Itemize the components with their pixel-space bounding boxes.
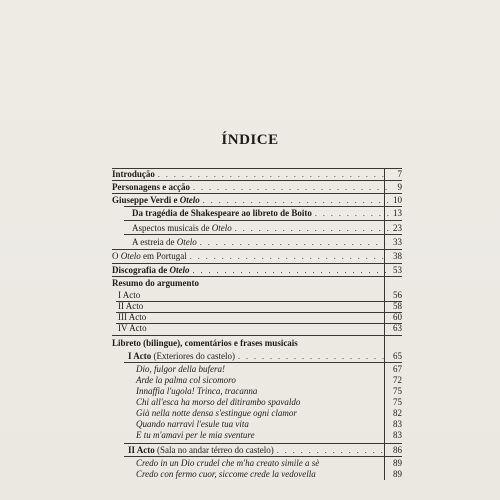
toc-page-number: 65 xyxy=(393,351,402,361)
toc-page-number: 67 xyxy=(393,364,402,374)
divider xyxy=(112,335,402,336)
toc-entry-label: Chi all'esca ha morso del ditirambo spavaldo xyxy=(136,397,301,407)
toc-entry-label: Arde la palma col sicomoro xyxy=(136,375,236,385)
leader-dots xyxy=(203,195,389,206)
toc-entry[interactable] xyxy=(112,181,402,193)
toc-entry-label: O Otelo em Portugal xyxy=(112,251,187,261)
toc-entry-label: Introdução xyxy=(112,169,155,179)
divider xyxy=(112,276,402,277)
toc-entry-label: Da tragédia de Shakespeare ao libreto de Boito xyxy=(132,208,312,218)
toc-entry-label: Credo con fermo cuor, siccome crede la vedovella xyxy=(136,469,316,479)
toc-entry[interactable] xyxy=(118,322,402,334)
toc-page-number: 72 xyxy=(393,375,402,385)
toc-entry[interactable] xyxy=(136,429,402,441)
leader-dots xyxy=(277,445,389,456)
toc-page-number: 60 xyxy=(393,312,402,322)
toc-entry[interactable] xyxy=(128,444,402,456)
toc-entry-label: Giuseppe Verdi e Otelo xyxy=(112,195,200,205)
toc-page-number: 7 xyxy=(397,169,402,179)
section-heading: Libreto (bilingue), comentários e frases musicais xyxy=(112,338,298,348)
toc-page-number: 82 xyxy=(393,408,402,418)
toc-entry-label: Credo in un Dio crudel che m'ha creato simile a sè xyxy=(136,458,320,468)
toc-entry[interactable] xyxy=(132,222,402,234)
toc-page-number: 89 xyxy=(393,458,402,468)
toc-page-number: 53 xyxy=(393,265,402,275)
toc-page-number: 56 xyxy=(393,290,402,300)
toc-page-number: 23 xyxy=(393,223,402,233)
toc-entry-label: II Acto xyxy=(118,301,144,311)
toc-page-number: 75 xyxy=(393,386,402,396)
toc-entry-label: Innaffia l'ugola! Trinca, tracanna xyxy=(136,386,258,396)
toc-page-number: 9 xyxy=(397,182,402,192)
toc-entry-label: Discografia de Otelo xyxy=(112,265,190,275)
toc-entry[interactable] xyxy=(112,264,402,276)
toc-page-number: 13 xyxy=(393,208,402,218)
toc-page-number: 10 xyxy=(393,195,402,205)
page-number-column-rule xyxy=(384,168,385,480)
toc-entry[interactable] xyxy=(132,207,402,219)
toc-page-number: 58 xyxy=(393,301,402,311)
leader-dots xyxy=(315,208,389,219)
toc-entry-label: I Acto xyxy=(118,290,141,300)
leader-dots xyxy=(200,237,389,248)
leader-dots xyxy=(238,351,389,362)
toc-entry-label: Già nella notte densa s'estingue ogni clamor xyxy=(136,408,297,418)
toc-entry-label: Dio, fulgor della bufera! xyxy=(136,364,225,374)
toc-entry-label: I Acto (Exteriores do castelo) xyxy=(128,351,235,361)
toc-entry[interactable] xyxy=(112,250,402,262)
toc-entry-label: E tu m'amavi per le mia sventure xyxy=(136,430,255,440)
toc-entry-label: Aspectos musicais de Otelo xyxy=(132,223,232,233)
leader-dots xyxy=(193,182,389,193)
leader-dots xyxy=(190,251,389,262)
toc-entry[interactable] xyxy=(112,168,402,180)
toc-entry[interactable] xyxy=(128,350,402,362)
leader-dots xyxy=(235,223,389,234)
toc-page-number: 83 xyxy=(393,430,402,440)
toc-page-number: 38 xyxy=(393,251,402,261)
toc-entry-label: IV Acto xyxy=(118,323,147,333)
section-heading: Resumo do argumento xyxy=(112,278,199,288)
toc-entry-label: Personagens e acção xyxy=(112,182,190,192)
toc-entry[interactable] xyxy=(136,468,402,480)
toc-entry-label: III Acto xyxy=(118,312,147,322)
toc-page-number: 83 xyxy=(393,419,402,429)
leader-dots xyxy=(158,169,389,180)
toc-page-number: 33 xyxy=(393,237,402,247)
toc-entry[interactable] xyxy=(132,236,402,248)
toc-page-number: 86 xyxy=(393,445,402,455)
leader-dots xyxy=(193,265,390,276)
toc-page-number: 89 xyxy=(393,469,402,479)
divider xyxy=(124,220,402,221)
page-title: ÍNDICE xyxy=(221,132,279,148)
toc-page-number: 75 xyxy=(393,397,402,407)
toc-entry-label: A estreia de Otelo xyxy=(132,237,197,247)
toc-entry-label: Quando narravi l'esule tua vita xyxy=(136,419,249,429)
toc-page-number: 63 xyxy=(393,323,402,333)
toc-entry[interactable] xyxy=(112,194,402,206)
toc-entry-label: II Acto (Sala no andar térreo do castelo) xyxy=(128,445,274,455)
divider xyxy=(124,234,402,235)
